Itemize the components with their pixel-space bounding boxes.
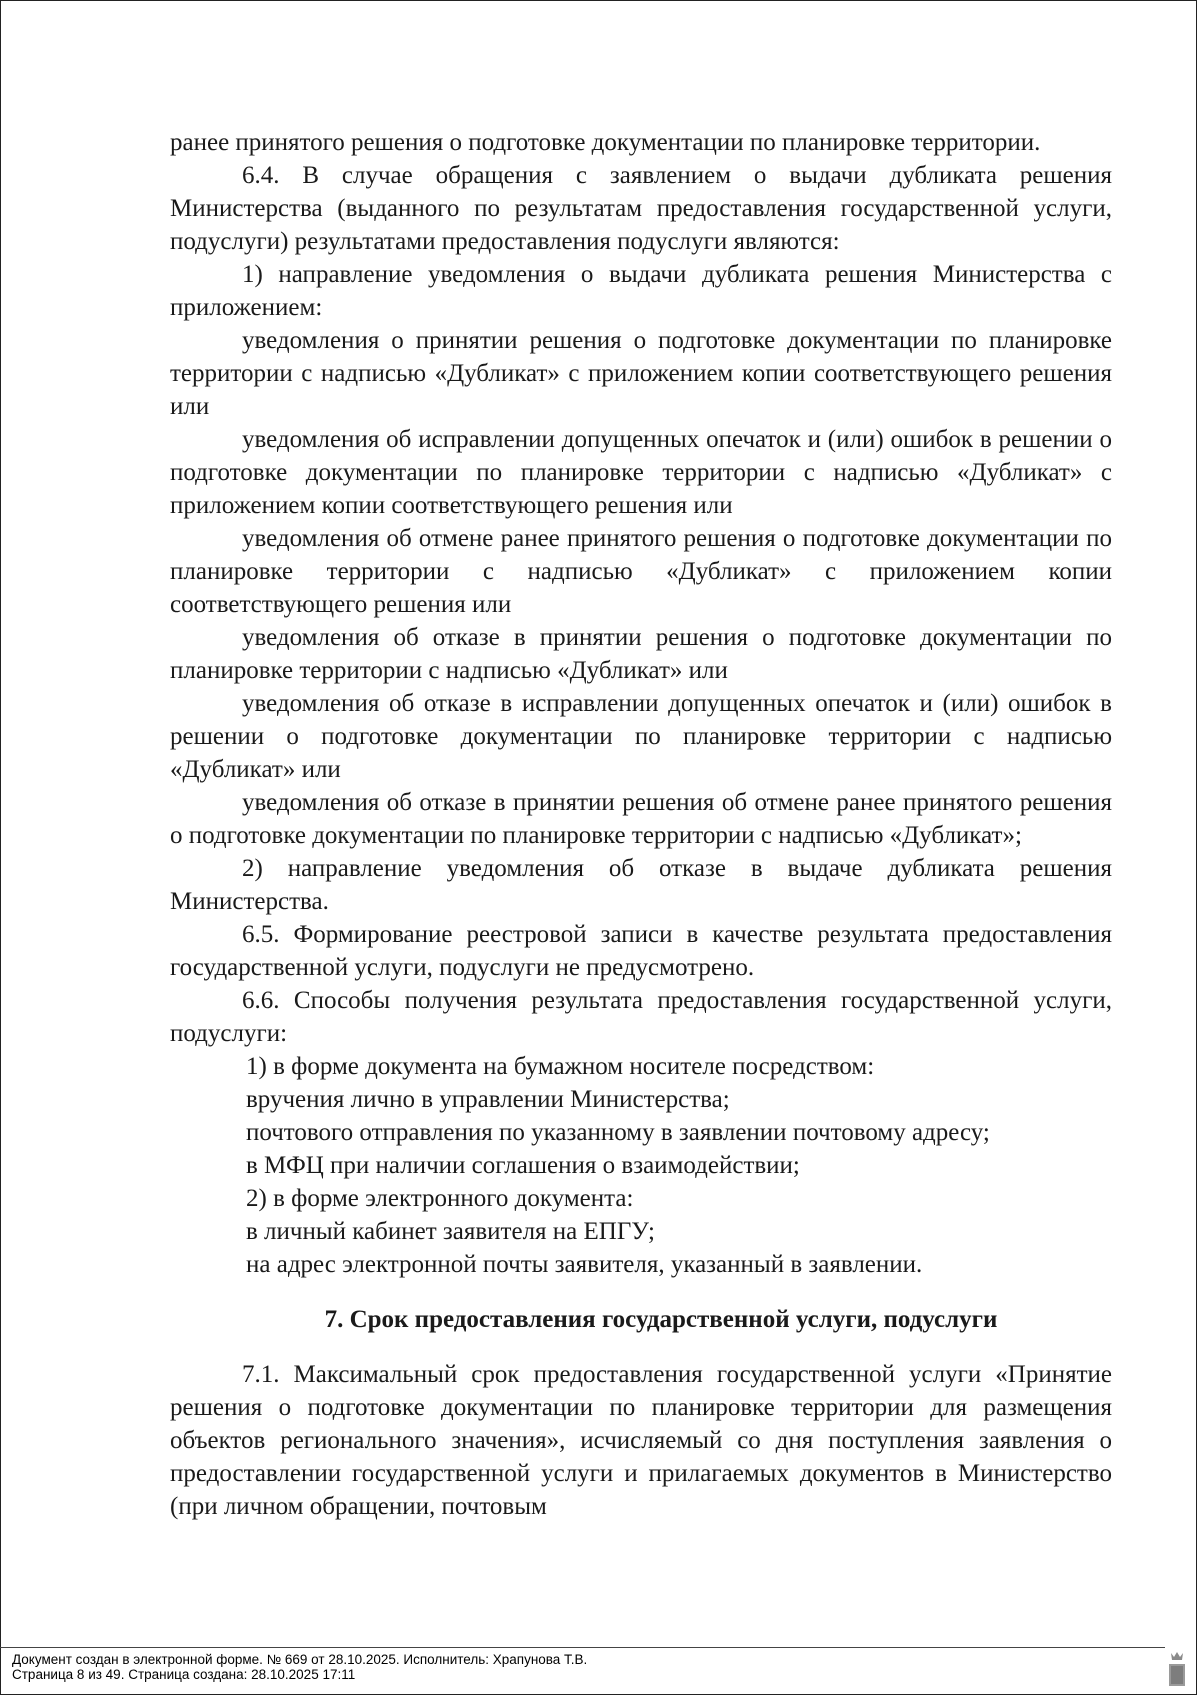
list-item-email: на адрес электронной почты заявителя, указанный в заявлении. (246, 1251, 923, 1278)
paragraph-7-1: 7.1. Максимальный срок предоставления государственной услуги «Принятие решения о подготовке документации по планировке территории для размещения объектов регионального значения», исчисляемый со дня поступления заявления о предоставлении государственной услуги и прилагаемых документов в Министерство (при личном обращении, почтовым (170, 1361, 1112, 1520)
paragraph-notice-refusal: уведомления об отказе в принятии решения о подготовке документации по планировке территории с надписью «Дубликат» или (170, 624, 1112, 684)
paragraph-6-5: 6.5. Формирование реестровой записи в качестве результата предоставления государственной услуги, подуслуги не предусмотрено. (170, 921, 1112, 981)
coat-of-arms-icon (1166, 1650, 1188, 1690)
paragraph-item-1: 1) направление уведомления о выдачи дубликата решения Министерства с приложением: (170, 261, 1112, 321)
list-item-in-person: вручения лично в управлении Министерства; (246, 1086, 730, 1113)
paragraph-notice-refusal-cancellation: уведомления об отказе в принятии решения об отмене ранее принятого решения о подготовке документации по планировке территории с надписью «Дубликат»; (170, 789, 1112, 849)
footer-line-1: Документ создан в электронной форме. № 669 от 28.10.2025. Исполнитель: Храпунова Т.В. (12, 1652, 588, 1667)
document-body (170, 126, 1112, 1523)
paragraph-6-4: 6.4. В случае обращения с заявлением о выдачи дубликата решения Министерства (выданного по результатам предоставления государственной услуги, подуслуги) результатами предоставления подуслуги являются: (170, 162, 1112, 255)
paragraph-continuation: ранее принятого решения о подготовке документации по планировке территории. (170, 129, 1041, 156)
paragraph-notice-refusal-correction: уведомления об отказе в исправлении допущенных опечаток и (или) ошибок в решении о подготовке документации по планировке территории с надписью «Дубликат» или (170, 690, 1112, 783)
paragraph-6-6: 6.6. Способы получения результата предоставления государственной услуги, подуслуги: (170, 987, 1112, 1047)
footer-divider (0, 1647, 1165, 1648)
list-item-paper: 1) в форме документа на бумажном носителе посредством: (246, 1053, 875, 1080)
footer-line-2: Страница 8 из 49. Страница создана: 28.10.2025 17:11 (12, 1667, 356, 1682)
list-item-mail: почтового отправления по указанному в заявлении почтовому адресу; (246, 1119, 990, 1146)
list-item-epgu: в личный кабинет заявителя на ЕПГУ; (246, 1218, 655, 1245)
paragraph-item-2: 2) направление уведомления об отказе в выдаче дубликата решения Министерства. (170, 855, 1112, 915)
list-item-electronic: 2) в форме электронного документа: (246, 1185, 634, 1212)
list-item-mfc: в МФЦ при наличии соглашения о взаимодействии; (246, 1152, 800, 1179)
paragraph-notice-acceptance: уведомления о принятии решения о подготовке документации по планировке территории с надписью «Дубликат» с приложением копии соответствующего решения или (170, 327, 1112, 420)
paragraph-notice-correction: уведомления об исправлении допущенных опечаток и (или) ошибок в решении о подготовке документации по планировке территории с надписью «Дубликат» с приложением копии соответствующего решения или (170, 426, 1112, 519)
section-title: 7. Срок предоставления государственной услуги, подуслуги (324, 1306, 998, 1333)
paragraph-notice-cancellation: уведомления об отмене ранее принятого решения о подготовке документации по планировке территории с надписью «Дубликат» с приложением копии соответствующего решения или (170, 525, 1112, 618)
document-footer (12, 1652, 587, 1682)
